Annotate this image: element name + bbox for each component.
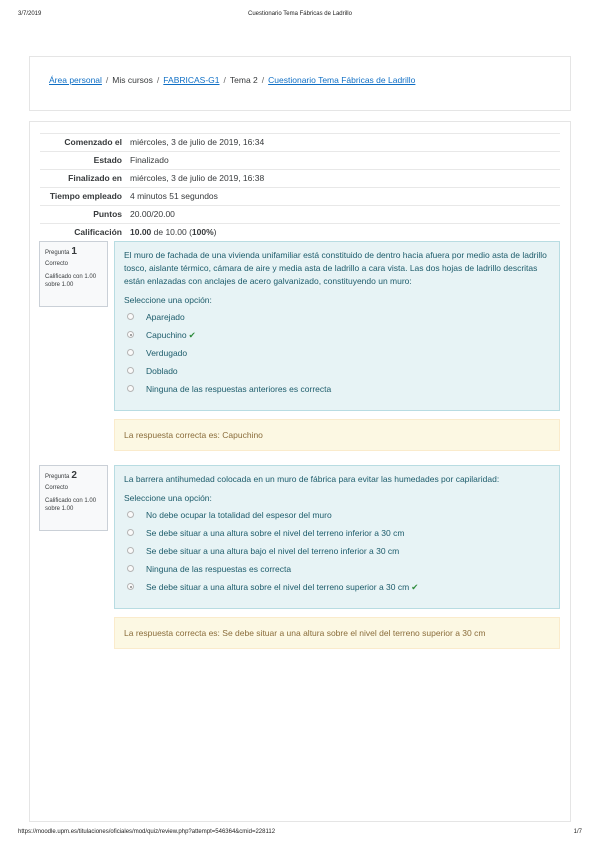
radio-button[interactable] xyxy=(127,565,134,572)
answer-option[interactable] xyxy=(124,560,550,578)
answer-label: Se debe situar a una altura sobre el nivel del terreno superior a 30 cm xyxy=(146,582,410,592)
answer-option[interactable] xyxy=(124,380,550,398)
summary-label: Estado xyxy=(40,152,126,170)
question-number xyxy=(45,246,102,257)
question-grade: Calificado con 1.00 sobre 1.00 xyxy=(45,498,97,512)
question-text: El muro de fachada de una vivienda unifamiliar está constituido de dentro hacia afuera por medio asta de ladrillo tosco, aislante térmico, cámara de aire y media asta de ladrillo a cara vista. Las dos hojas de ladrillo descritas están enlazadas con anclajes de acero galvanizado, constituyendo un muro: xyxy=(124,250,547,286)
grade-of: de 10.00 ( xyxy=(151,227,192,237)
radio-button[interactable] xyxy=(127,313,134,320)
summary-value: 20.00/20.00 xyxy=(126,206,560,224)
answer-label: Ninguna de las respuestas es correcta xyxy=(146,564,292,574)
print-url: https://moodle.upm.es/titulaciones/oficiales/mod/quiz/review.php?attempt=546364&cmid=228112 xyxy=(18,829,276,835)
question-info-1 xyxy=(39,241,108,307)
correct-answer-feedback-2: La respuesta correcta es: Se debe situar a una altura sobre el nivel del terreno superior a 30 cm xyxy=(114,617,560,649)
answer-option-selected[interactable] xyxy=(124,326,550,344)
question-number xyxy=(45,470,102,481)
summary-row-grade xyxy=(40,224,560,242)
summary-label: Puntos xyxy=(40,206,126,224)
summary-label: Finalizado en xyxy=(40,170,126,188)
answer-label: Ninguna de las respuestas anteriores es correcta xyxy=(146,384,332,394)
breadcrumb-separator: / xyxy=(261,75,265,85)
print-date: 3/7/2019 xyxy=(18,11,42,17)
answer-prompt: Seleccione una opción: xyxy=(124,295,212,305)
answer-option[interactable] xyxy=(124,344,550,362)
print-title: Cuestionario Tema Fábricas de Ladrillo xyxy=(248,11,352,17)
breadcrumb-separator: / xyxy=(105,75,109,85)
radio-button[interactable] xyxy=(127,511,134,518)
question-content-1 xyxy=(114,241,560,411)
radio-button[interactable] xyxy=(127,529,134,536)
summary-row-marks xyxy=(40,206,560,224)
radio-button[interactable] xyxy=(127,547,134,554)
summary-label: Tiempo empleado xyxy=(40,188,126,206)
grade-percent: 100% xyxy=(191,227,214,237)
answer-label: No debe ocupar la totalidad del espesor del muro xyxy=(146,510,332,520)
breadcrumb-course-link[interactable]: FABRICAS-G1 xyxy=(163,75,220,85)
answer-label: Se debe situar a una altura sobre el nivel del terreno inferior a 30 cm xyxy=(146,528,405,538)
summary-row-finished xyxy=(40,170,560,188)
answer-label: Doblado xyxy=(146,366,178,376)
answer-list xyxy=(124,308,550,398)
summary-value: miércoles, 3 de julio de 2019, 16:38 xyxy=(126,170,560,188)
breadcrumb-quiz-link[interactable]: Cuestionario Tema Fábricas de Ladrillo xyxy=(268,75,416,85)
answer-label: Se debe situar a una altura bajo el nivel del terreno inferior a 30 cm xyxy=(146,546,400,556)
question-text: La barrera antihumedad colocada en un muro de fábrica para evitar las humedades por capilaridad: xyxy=(124,474,500,484)
summary-value: Finalizado xyxy=(126,152,560,170)
answer-option-selected[interactable] xyxy=(124,578,550,596)
summary-value: miércoles, 3 de julio de 2019, 16:34 xyxy=(126,134,560,152)
summary-label: Calificación xyxy=(40,224,126,242)
radio-button-checked[interactable] xyxy=(127,583,134,590)
answer-prompt: Seleccione una opción: xyxy=(124,493,212,503)
question-number-value: 2 xyxy=(71,470,77,481)
answer-label: Aparejado xyxy=(146,312,185,322)
summary-row-started xyxy=(40,134,560,152)
summary-row-time-taken xyxy=(40,188,560,206)
summary-value xyxy=(126,224,560,242)
breadcrumb-section: Tema 2 xyxy=(229,75,258,85)
summary-label: Comenzado el xyxy=(40,134,126,152)
summary-value: 4 minutos 51 segundos xyxy=(126,188,560,206)
radio-button[interactable] xyxy=(127,385,134,392)
grade-score: 10.00 xyxy=(130,227,152,237)
grade-close: ) xyxy=(213,227,217,237)
question-content-2 xyxy=(114,465,560,609)
radio-button[interactable] xyxy=(127,367,134,374)
print-page-number: 1/7 xyxy=(573,829,582,835)
breadcrumb xyxy=(49,75,415,85)
question-number-value: 1 xyxy=(71,246,77,257)
radio-button-checked[interactable] xyxy=(127,331,134,338)
correct-answer-feedback-1: La respuesta correcta es: Capuchino xyxy=(114,419,560,451)
answer-label: Verdugado xyxy=(146,348,188,358)
question-state: Correcto xyxy=(45,261,69,267)
attempt-summary-table xyxy=(40,133,560,241)
answer-option[interactable] xyxy=(124,542,550,560)
question-label: Pregunta xyxy=(45,250,70,256)
answer-option[interactable] xyxy=(124,362,550,380)
radio-button[interactable] xyxy=(127,349,134,356)
checkmark-icon: ✔ xyxy=(411,582,419,592)
breadcrumb-separator: / xyxy=(156,75,160,85)
answer-list xyxy=(124,506,550,596)
page-header xyxy=(29,56,571,111)
checkmark-icon: ✔ xyxy=(188,330,196,340)
answer-option[interactable] xyxy=(124,308,550,326)
question-label: Pregunta xyxy=(45,474,70,480)
breadcrumb-home-link[interactable]: Área personal xyxy=(49,75,102,85)
breadcrumb-my-courses: Mis cursos xyxy=(112,75,153,85)
question-state: Correcto xyxy=(45,485,69,491)
question-grade: Calificado con 1.00 sobre 1.00 xyxy=(45,274,97,288)
answer-option[interactable] xyxy=(124,524,550,542)
summary-row-state xyxy=(40,152,560,170)
question-info-2 xyxy=(39,465,108,531)
answer-option[interactable] xyxy=(124,506,550,524)
answer-label: Capuchino xyxy=(146,330,187,340)
breadcrumb-separator: / xyxy=(223,75,226,85)
